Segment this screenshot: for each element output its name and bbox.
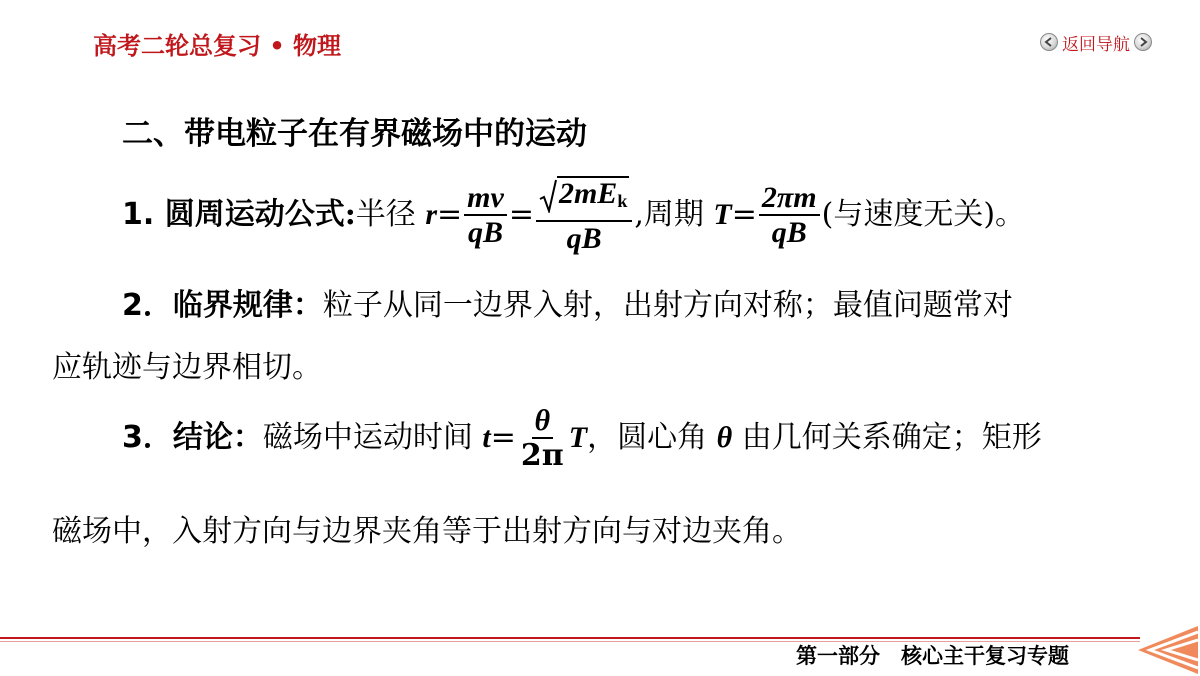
sqrt-radicand-sub: k	[617, 191, 628, 211]
section-title: 二、带电粒子在有界磁场中的运动	[122, 116, 587, 152]
item-1-text-b: ,周期	[634, 197, 714, 233]
footer-chapter-label: 第一部分 核心主干复习专题	[796, 644, 1069, 668]
formula-T-2: T	[568, 420, 588, 454]
fraction-denominator: qB	[566, 221, 602, 255]
formula-T: T	[713, 198, 732, 232]
item-3-text-b: ，圆心角	[587, 419, 717, 455]
item-2-line-1	[122, 280, 1013, 324]
item-1-text-c: (与速度无关)。	[821, 197, 1026, 233]
circle-arrow-left-icon[interactable]	[1040, 33, 1058, 51]
fraction-numerator: θ	[532, 404, 554, 439]
item-3-text-a: 磁场中运动时间	[262, 419, 483, 455]
formula-eq-3: =	[731, 197, 757, 233]
item-3-prefix: 3．结论：	[122, 419, 263, 455]
item-2-prefix: 2．临界规律：	[122, 288, 323, 323]
header-title: 高考二轮总复习 • 物理	[93, 32, 342, 60]
formula-eq-4: =	[490, 419, 516, 455]
item-3-line-2: 磁场中，入射方向与边界夹角等于出射方向与对边夹角。	[52, 514, 802, 549]
back-navigation[interactable]	[1040, 30, 1152, 54]
fraction-numerator-sqrt	[536, 176, 632, 222]
formula-eq-2: =	[508, 197, 534, 233]
sqrt-sign-icon	[539, 179, 557, 213]
item-2-line-2: 应轨迹与边界相切。	[52, 350, 322, 385]
sqrt-radicand-main: 2mE	[558, 177, 618, 210]
fraction-theta-over-2pi	[518, 404, 567, 474]
footer-divider	[0, 637, 1140, 639]
fraction-denominator: 2π	[520, 438, 564, 473]
item-1-colon: :	[344, 197, 356, 233]
item-1	[122, 176, 1025, 256]
fraction-sqrt-over-qb	[536, 176, 632, 256]
formula-theta: θ	[716, 420, 733, 454]
item-2-text-line-1: 粒子从同一边界入射，出射方向对称；最值问题常对	[322, 288, 1013, 323]
sqrt-radicand	[557, 176, 629, 211]
formula-r: r	[425, 198, 438, 232]
item-1-prefix: 1. 圆周运动公式	[122, 197, 345, 233]
fraction-2pim-over-qb	[759, 181, 820, 251]
formula-eq-1: =	[437, 197, 463, 233]
fraction-numerator: mv	[464, 181, 507, 216]
back-navigation-label[interactable]: 返回导航	[1062, 34, 1130, 55]
fraction-denominator: qB	[467, 216, 503, 250]
fraction-numerator: 2πm	[759, 181, 820, 216]
sqrt-expression	[539, 176, 629, 211]
formula-t: t	[482, 420, 491, 454]
fraction-denominator: qB	[771, 216, 807, 250]
circle-arrow-right-icon[interactable]	[1134, 33, 1152, 51]
fraction-mv-over-qb	[464, 181, 507, 251]
item-1-text-a: 半径	[355, 197, 426, 233]
double-chevron-left-icon[interactable]	[1136, 624, 1200, 676]
item-3-text-c: 由几何关系确定；矩形	[732, 419, 1042, 455]
item-3-line-1	[122, 404, 1042, 474]
